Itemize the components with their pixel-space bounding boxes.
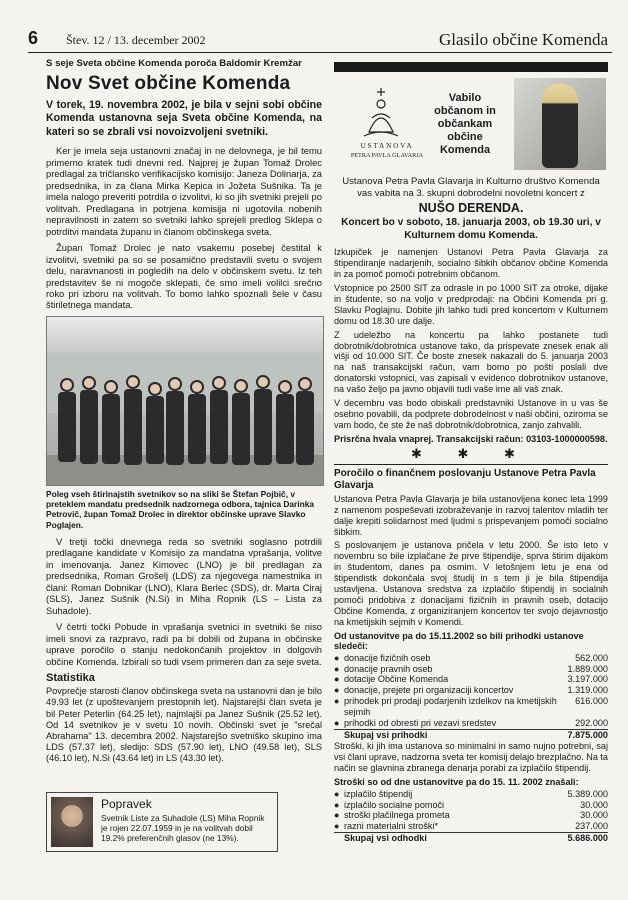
thanks-line: Prisrčna hvala vnaprej. Transakcijski račun: 03103-1000000598. bbox=[334, 433, 608, 444]
bullet-icon: ● bbox=[334, 685, 340, 696]
row-label: donacije pravnih oseb bbox=[344, 663, 433, 674]
cost-table bbox=[334, 789, 608, 845]
logo-subtext: PETRA PAVLA GLAVARJA bbox=[350, 152, 424, 159]
row-label: stroški plačilnega prometa bbox=[344, 810, 450, 821]
row-value: 237.000 bbox=[575, 821, 608, 832]
finance-paragraph: S poslovanjem je ustanova pričela v letu 2000. Še isto leto v novembru so bile izplačane že prve štipendije, sprva štirim dijakom in študentom, danes pa osmim. V letošnjem letu je ena od štipendistk dokončala svoj študij in s tem ji je bila štipendija ustavljena. Ustanova sredstva za izplačilo štipendij in socialnih pomoči pridobiva z donacijami fizičnih in pravnih oseb, dotacijo Občine Komenda, z organiziranjem koncertov ter svojo dejavnostjo na kmetijskih sejmih v Komendi. bbox=[334, 540, 608, 627]
issue-label: Štev. 12 / 13. december 2002 bbox=[66, 33, 206, 47]
portrait-photo bbox=[51, 797, 93, 847]
promo-paragraph: Z udeležbo na koncertu pa lahko postanete tudi dobrotnik/dobrotnica ustanove tako, da prispevate znesek enak ali višji od 10.000 SIT. Če boste znesek nakazali do 5. januarja 2003 na naš transakcijski račun, vam bomo po pošti poslali dve donatorski vstopnici, vas zapisali v evidenco dobrotnikov ustanove, na vašo željo pa javno objavili tudi vaše ime ali vaš znak. bbox=[334, 329, 608, 395]
finance-paragraph: Stroški, ki jih ima ustanova so minimalni in samo nujno potrebni, saj vsi člani uprave, nadzorna sveta ter komisij delajo brezplačno. Na ta način se glavnina zbranega denarja porabi za izplačilo štipendij. bbox=[334, 740, 608, 773]
table-row bbox=[334, 664, 608, 675]
bullet-icon: ● bbox=[334, 821, 340, 832]
row-value: 5.389.000 bbox=[567, 788, 608, 799]
article-lead: V torek, 19. novembra 2002, je bila v sejni sobi občine Komenda ustanovna seja Sveta občine Komenda, na kateri so se zbrali vsi novoizvoljeni svetniki. bbox=[46, 99, 322, 138]
statistics-heading: Statistika bbox=[46, 672, 95, 685]
table-row bbox=[334, 696, 608, 718]
invite-title: Vabilo občanom in občankam občine Komenda bbox=[434, 92, 496, 156]
article-byline: S seje Sveta občine Komenda poroča Baldomir Kremžar bbox=[46, 58, 302, 69]
finance-heading: Poročilo o finančnem poslovanju Ustanove Petra Pavla Glavarja bbox=[334, 467, 596, 491]
total-value: 7.875.000 bbox=[567, 730, 608, 740]
row-value: 3.197.000 bbox=[567, 674, 608, 685]
row-value: 30.000 bbox=[580, 810, 608, 821]
group-silhouettes bbox=[47, 317, 323, 485]
row-label: prihodek pri prodaji podarjenih izdelkov na kmetijskih sejmih bbox=[344, 696, 557, 718]
foundation-logo bbox=[342, 84, 424, 159]
photo-caption: Poleg vseh štirinajstih svetnikov so na sliki še Štefan Pojbič, v preteklem mandatu predsednik nadzornega odbora, tajnica Darinka Petrovič, župan Tomaž Drolec in direktor občinske uprave Slavko Poglajen. bbox=[46, 488, 315, 530]
logo-text: USTANOVA bbox=[360, 142, 414, 150]
promo-paragraph: Vstopnice po 2500 SIT za odrasle in po 1000 SIT za otroke, dijake in študente, so na voljo v predprodaji: na Občini Komenda pri g. Slavku Poglajnu. Dobite jih lahko tudi pred koncertom v Kulturnem domu od 18.30 ure dalje. bbox=[334, 283, 608, 326]
table-row bbox=[334, 789, 608, 800]
bullet-icon: ● bbox=[334, 810, 340, 821]
table-row bbox=[334, 653, 608, 664]
foundation-emblem-icon bbox=[342, 84, 420, 140]
cost-heading: Stroški so od dne ustanovitve pa do 15. 11. 2002 znašali: bbox=[334, 776, 579, 787]
bullet-icon: ● bbox=[334, 696, 340, 707]
concert-performer: NUŠO DERENDA. bbox=[418, 201, 524, 216]
rule-line bbox=[334, 464, 608, 465]
row-value: 562.000 bbox=[575, 652, 608, 663]
row-value: 292.000 bbox=[575, 718, 608, 729]
bullet-icon: ● bbox=[334, 674, 340, 685]
row-value: 1.319.000 bbox=[567, 685, 608, 696]
article-paragraph: Ker je imela seja ustanovni značaj in ne delovnega, je bil temu primerno kratek tudi dnevni red. Najprej je župan Tomaž Drolec predlagal za tričlansko verifikacijsko komisijo: Janeza Dolinarja, za predsednika, in za člana Mirka Kepica in Jožeta Sušnika. Ta je imela nalogo preveriti potrdila o izvolitvi, ki so jih svetniki prejeli po volitvah. Predlagana in potrjena komisija ni ugotovila nobenih nepravilnosti in zatem so svetniki lahko sprejeli predlog Sklepa o potrditvi mandata županu in članom občinskega sveta. bbox=[46, 145, 322, 237]
left-column bbox=[46, 58, 322, 769]
page-header bbox=[28, 30, 612, 53]
table-row bbox=[334, 800, 608, 811]
row-value: 1.889.000 bbox=[567, 663, 608, 674]
page-number: 6 bbox=[28, 28, 39, 48]
concert-date: Koncert bo v soboto, 18. januarja 2003, ob 19.30 uri, v Kulturnem domu Komenda. bbox=[341, 217, 601, 241]
bullet-icon: ● bbox=[334, 663, 340, 674]
correction-title: Popravek bbox=[101, 797, 152, 811]
right-column bbox=[334, 62, 608, 844]
top-bar bbox=[334, 62, 608, 72]
row-value: 616.000 bbox=[575, 696, 608, 707]
total-label: Skupaj vsi prihodki bbox=[344, 730, 568, 741]
correction-box bbox=[46, 792, 278, 852]
statistics-text: Povprečje starosti članov občinskega sveta na ustanovni dan je bilo 49.93 let (z upoštevanjem prestopnih let). Najstarejši član sveta je bil Peter Peterlin (64.25 let), najmlajši pa Janez Sušnik (25.52 let). Od 14 svetnikov je v svetu 10 novih. Občinski svet je "srečal Abrahama" 13. decembra 2002. Najstarejšo svetniško skupino ima LDS (57.37 let), sledijo: SDS (57.90 let), LNO (49.58 let), SLS (46.10 let), N.Si (43.64 let) in LS (43.30 let). bbox=[46, 686, 322, 764]
bullet-icon: ● bbox=[334, 799, 340, 810]
concert-promo bbox=[334, 78, 608, 170]
table-row bbox=[334, 685, 608, 696]
row-label: donacije fizičnih oseb bbox=[344, 652, 431, 663]
income-table bbox=[334, 653, 608, 741]
row-label: izplačilo štipendij bbox=[344, 788, 413, 799]
article-paragraph: Župan Tomaž Drolec je nato vsakemu posebej čestital k izvolitvi, svetniki pa so se posamično predstavili svetu o svojem delu, naravnanosti in pogledih na delo v občinskem svetu. Iz teh predstavitev še ni mogoče sklepati, če smo imeli volilci srečno roko pri izboru na volitvah. To bomo lahko spoznali šele v času štiriletnega mandata. bbox=[46, 242, 322, 311]
total-row bbox=[334, 730, 608, 741]
singer-figure bbox=[542, 84, 578, 168]
singer-photo bbox=[514, 78, 606, 170]
promo-paragraph: V decembru vas bodo obiskali predstavniki Ustanove in u vas še osebno povabili, da podprete dobrodelnost v naši občini, oziroma se vam bodo, če ste že naš dobrotnik/dobrotnica, zanjo zahvalili. bbox=[334, 398, 608, 430]
row-label: prihodki od obresti pri vezavi sredstev bbox=[344, 718, 497, 729]
bullet-icon: ● bbox=[334, 718, 340, 729]
invite-text: Ustanova Petra Pavla Glavarja in Kulturno društvo Komenda vas vabita na 3. skupni dobrodelni novoletni koncert z bbox=[342, 176, 600, 199]
row-label: izplačilo socialne pomoči bbox=[344, 799, 445, 810]
promo-paragraph: Izkupiček je namenjen Ustanovi Petra Pavla Glavarja za štipendiranje nadarjenih, socialno šibkih občanov občine Komenda in za pomoč pomoči potrebnim občanom. bbox=[334, 247, 608, 280]
income-heading: Od ustanovitve pa do 15.11.2002 so bili prihodki ustanove sledeči: bbox=[334, 630, 584, 651]
bullet-icon: ● bbox=[334, 652, 340, 663]
total-value: 5.686.000 bbox=[535, 833, 608, 844]
section-divider: ✱ ✱ ✱ bbox=[411, 445, 531, 461]
table-row bbox=[334, 674, 608, 685]
council-group-photo bbox=[46, 316, 324, 486]
row-value: 30.000 bbox=[580, 799, 608, 810]
total-row bbox=[334, 833, 608, 844]
row-label: razni materialni stroški* bbox=[344, 821, 438, 832]
row-label: dotacije Občine Komenda bbox=[344, 674, 449, 685]
total-label: Skupaj vsi odhodki bbox=[344, 833, 535, 844]
table-row bbox=[334, 810, 608, 821]
publication-title: Glasilo občine Komenda bbox=[438, 30, 608, 49]
article-paragraph: V tretji točki dnevnega reda so svetniki soglasno potrdili predlagane kandidate v Komisijo za mandatna vprašanja, volitve in imenovanja. Janez Kimovec (LNO) je bil predlagan za predsednika, Roman Grošelj (LDS) za njegovega namestnika in člani: Roman Dobnikar (LNO), Klara Berlec (SDS), dr. Marta Ciraj (SLS), Janez Sušnik (N.Si) in Miha Ropnik (LS – Lista za Suhadole). bbox=[46, 535, 322, 616]
bullet-icon: ● bbox=[334, 788, 340, 799]
table-row bbox=[334, 718, 608, 729]
article-headline: Nov Svet občine Komenda bbox=[46, 73, 291, 94]
article-paragraph: V četrti točki Pobude in vprašanja svetnici in svetniki še niso imeli snovi za razpravo, radi pa bi dobili od župana in občinske uprave poročilo o stanju nedokončanih projektov in dolgovih občine Komenda. Izbirali so tudi vsem primeren dan za seje sveta. bbox=[46, 621, 322, 667]
correction-text: Svetnik Liste za Suhadole (LS) Miha Ropnik je rojen 22.07.1959 in je na volitvah dobil 19.2% preferenčnih glasov (ne 13%). bbox=[101, 813, 265, 844]
table-row bbox=[334, 821, 608, 832]
row-label: donacije, prejete pri organizaciji koncertov bbox=[344, 685, 514, 696]
finance-paragraph: Ustanova Petra Pavla Glavarja je bila ustanovljena konec leta 1999 z namenom pospeševati izobraževanje in razvoj talentov mladih ter dalje krepiti solidarnost med ljudmi s prispevanjem pomoči socialno šibkim. bbox=[334, 493, 608, 537]
